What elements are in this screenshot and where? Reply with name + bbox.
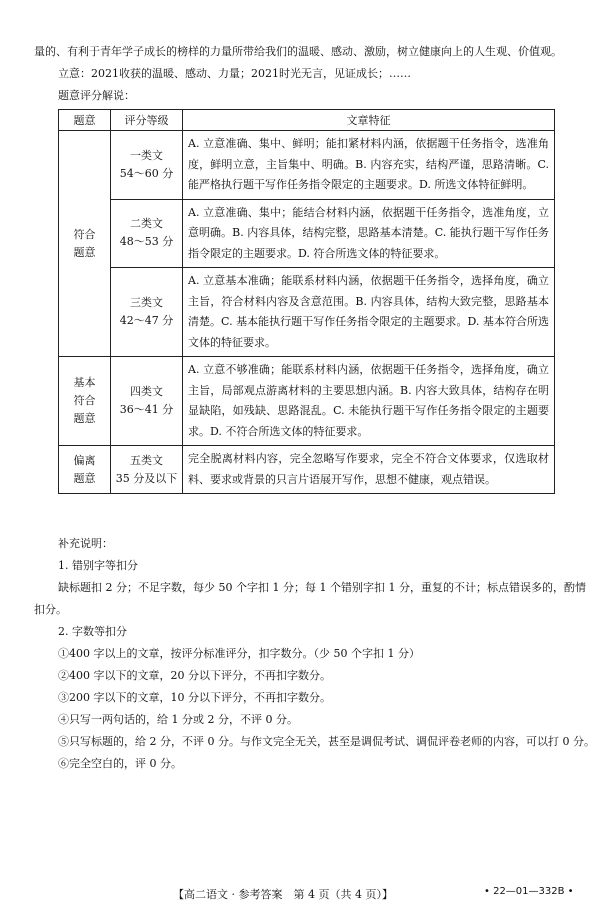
category-label: 题意: [73, 412, 96, 425]
grade-label: 一类文: [130, 148, 163, 162]
grade-score-range: 54～60 分: [119, 166, 174, 180]
features-cell-level4: A. 立意不够准确；能联系材料内涵，依据题干任务指令，选择角度，确立主旨，局部观点游离材料的主要思想内涵。B. 内容大致具体，结构存在明显缺陷，如残缺、思路混乱。C. 未能执行题干写作任务指令限定的主题要求。D. 不符合所选文体的特征要求。: [183, 357, 555, 446]
page-footer-title: 【高二语文 · 参考答案 第 4 页（共 4 页）】: [173, 888, 393, 901]
page-footer-code: • 22—01—332B •: [484, 886, 574, 897]
header-grade: 评分等级: [111, 110, 183, 131]
features-cell-level5: 完全脱离材料内容，完全忽略写作要求，完全不符合文体要求，仅选取材料、要求或背景的只言片语展开写作，思想不健康，观点错误。: [183, 446, 555, 494]
grade-cell-level5: [111, 446, 183, 494]
features-cell-level2: A. 立意准确、集中；能结合材料内涵，依据题干任务指令，选准角度，立意明确。B. 内容具体，结构完整，思路基本清楚。C. 能执行题干写作任务指令限定的主题要求。D. 符合所选文体的特征要求。: [183, 199, 555, 268]
grade-cell-level3: [111, 268, 183, 357]
grade-cell-level2: [111, 199, 183, 268]
supplement-item1-text: 缺标题扣 2 分；不足字数，每少 50 个字扣 1 分；每 1 个错别字扣 1 分，重复的不计；标点错误多的，酌情: [58, 581, 586, 594]
header-category: 题意: [59, 110, 111, 131]
grade-score-range: 48～53 分: [119, 235, 174, 249]
grade-score-range: 36～41 分: [119, 403, 174, 416]
rule-item: ①400 字以上的文章，按评分标准评分，扣字数分。（少 50 个字扣 1 分）: [58, 647, 420, 660]
category-label: 题意: [73, 471, 96, 485]
features-cell-level1: A. 立意准确、集中、鲜明；能扣紧材料内涵，依据题干任务指令，选准角度，鲜明立意，主旨集中、明确。B. 内容充实，结构严谨，思路清晰。C. 能严格执行题干写作任务指令限定的主题要求。D. 所选文体特征鲜明。: [183, 131, 555, 200]
scoring-explanation-heading: 题意评分解说：: [58, 89, 135, 102]
grade-label: 二类文: [130, 217, 163, 231]
grade-cell-level4: [111, 357, 183, 446]
supplement-item2-title: 2. 字数等扣分: [58, 625, 127, 638]
category-label: 符合: [73, 394, 96, 407]
grade-score-range: 42～47 分: [119, 314, 174, 327]
grade-label: 四类文: [130, 385, 163, 398]
scoring-table: [58, 109, 555, 494]
intro-paragraph-continuation: 量的、有利于青年学子成长的榜样的力量所带给我们的温暖、感动、激励，树立健康向上的人生观、价值观。: [34, 45, 562, 58]
table-row: [59, 199, 555, 268]
table-row: [59, 268, 555, 357]
category-cell-conform: [59, 131, 111, 357]
category-label: 偏离: [73, 453, 96, 467]
scoring-table-header-row: [59, 110, 555, 131]
intro-paragraph-theme: 立意：2021收获的温暖、感动、力量；2021时光无言，见证成长；……: [58, 67, 411, 80]
scoring-table-head: [59, 110, 555, 131]
rule-item: ⑤只写标题的，给 2 分，不评 0 分。与作文完全无关，甚至是调侃考试、调侃评卷老师的内容，可以打 0 分。: [58, 735, 595, 748]
supplement-item1-title: 1. 错别字等扣分: [58, 559, 138, 572]
features-cell-level3: A. 立意基本准确；能联系材料内涵，依据题干任务指令，选择角度，确立主旨，符合材料内容及含意范围。B. 内容具体，结构大致完整，思路基本清楚。C. 基本能执行题干写作任务指令限定的主题要求。D. 基本符合所选文体的特征要求。: [183, 268, 555, 357]
grade-score-range: 35 分及以下: [115, 471, 178, 485]
grade-cell-level1: [111, 131, 183, 200]
rule-item: ②400 字以下的文章，20 分以下评分，不再扣字数分。: [58, 669, 331, 682]
supplement-heading: 补充说明：: [58, 537, 113, 550]
header-features: 文章特征: [183, 110, 555, 131]
category-label: 基本: [73, 376, 96, 389]
table-row: [59, 131, 555, 200]
rule-item: ⑥完全空白的，评 0 分。: [58, 757, 182, 770]
grade-label: 三类文: [130, 296, 163, 309]
category-cell-deviate: [59, 446, 111, 494]
rule-item: ④只写一两句话的，给 1 分或 2 分，不评 0 分。: [58, 713, 298, 726]
scoring-table-body: [59, 131, 555, 494]
table-row: [59, 357, 555, 446]
supplement-item1-text-continued: 扣分。: [34, 603, 67, 616]
category-label: 题意: [73, 245, 96, 259]
grade-label: 五类文: [130, 453, 163, 467]
table-row: [59, 446, 555, 494]
category-label: 符合: [73, 227, 96, 241]
rule-item: ③200 字以下的文章，10 分以下评分，不再扣字数分。: [58, 691, 331, 704]
category-cell-basic: [59, 357, 111, 446]
